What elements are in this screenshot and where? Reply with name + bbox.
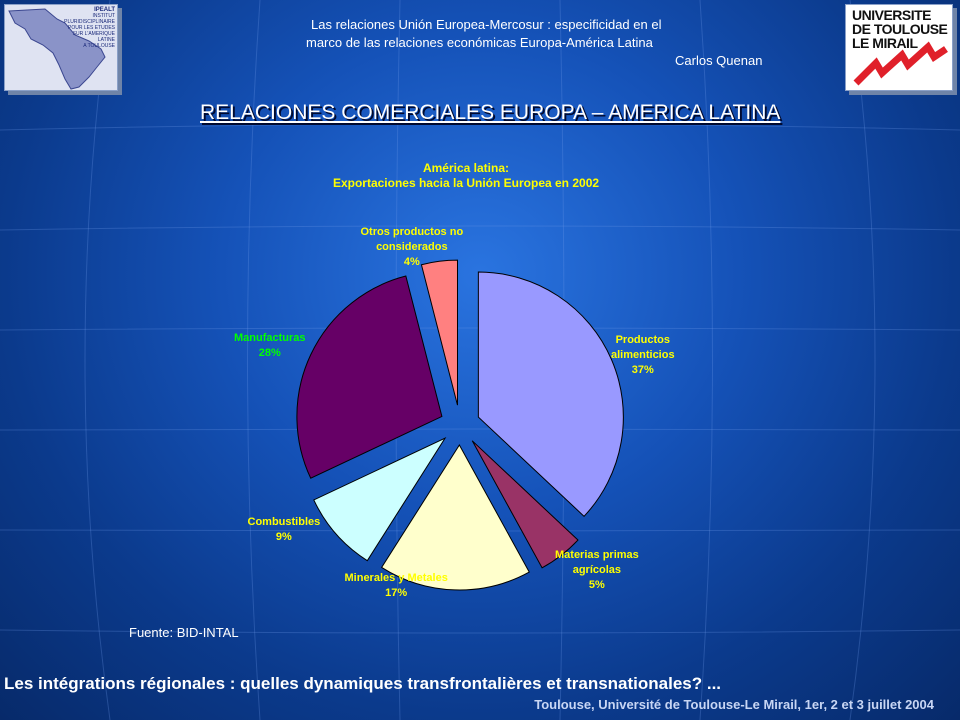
main-title: RELACIONES COMERCIALES EUROPA – AMERICA LATINA [200,101,781,124]
pie-slice-percent: 5% [588,579,605,591]
pie-slice-percent: 37% [631,364,654,376]
logo-right-line: DE TOULOUSE [852,21,948,37]
pie-slice-label-line: Productos [615,334,670,346]
logo-right-line: LE MIRAIL [852,35,918,51]
footer-subtitle: Toulouse, Université de Toulouse-Le Mirail, 1er, 2 et 3 juillet 2004 [534,697,934,712]
logo-left-line: IPEALT [94,7,115,13]
header-line-2: marco de las relaciones económicas Europa-América Latina [306,35,653,50]
pie-slice-label [361,225,464,270]
pie-slice-label-line: Combustibles [247,516,321,528]
logo-left-line: LATINE [97,37,115,43]
logo-right-line: UNIVERSITE [852,7,932,23]
logo-left-line: POUR LES ETUDES [68,25,115,31]
pie-slice [297,276,442,478]
pie-slice-percent: 28% [258,347,281,359]
pie-slice-label-line: Materias primas [555,549,639,561]
pie-slice-label-line: agrícolas [572,564,622,576]
logo-left-line: A TOULOUSE [83,43,115,49]
pie-slice-percent: 9% [275,531,292,543]
pie-slice-label-line: alimenticios [611,349,675,361]
pie-slice-label-line: Minerales y Metales [344,572,448,584]
pie-slice-label [345,571,448,601]
pie-slice-label [555,548,639,593]
pie-slice-label [611,333,675,378]
chart-title-line-1: América latina: [422,161,510,175]
pie-slice-percent: 4% [403,256,420,268]
source-note: Fuente: BID-INTAL [129,625,239,640]
pie-slice-label-line: Manufacturas [234,332,306,344]
pie-slice-label [234,331,306,361]
chart-title-line-2: Exportaciones hacia la Unión Europea en 2002 [332,176,600,190]
pie-slice-label-line: Otros productos no [360,226,464,238]
header-author: Carlos Quenan [675,53,763,68]
logo-left-line: INSTITUT [92,13,115,19]
pie-slice-label-line: considerados [376,241,448,253]
footer-title: Les intégrations régionales : quelles dynamiques transfrontalières et transnationales? ... [4,674,722,693]
logo-left-line: SUR L'AMERIQUE [72,31,115,37]
logo-left-line: PLURIDISCIPLINAIRE [64,19,115,25]
pie-slice-label [248,515,321,545]
pie-slice-percent: 17% [385,587,408,599]
header-line-1: Las relaciones Unión Europea-Mercosur : especificidad en el [311,17,662,32]
